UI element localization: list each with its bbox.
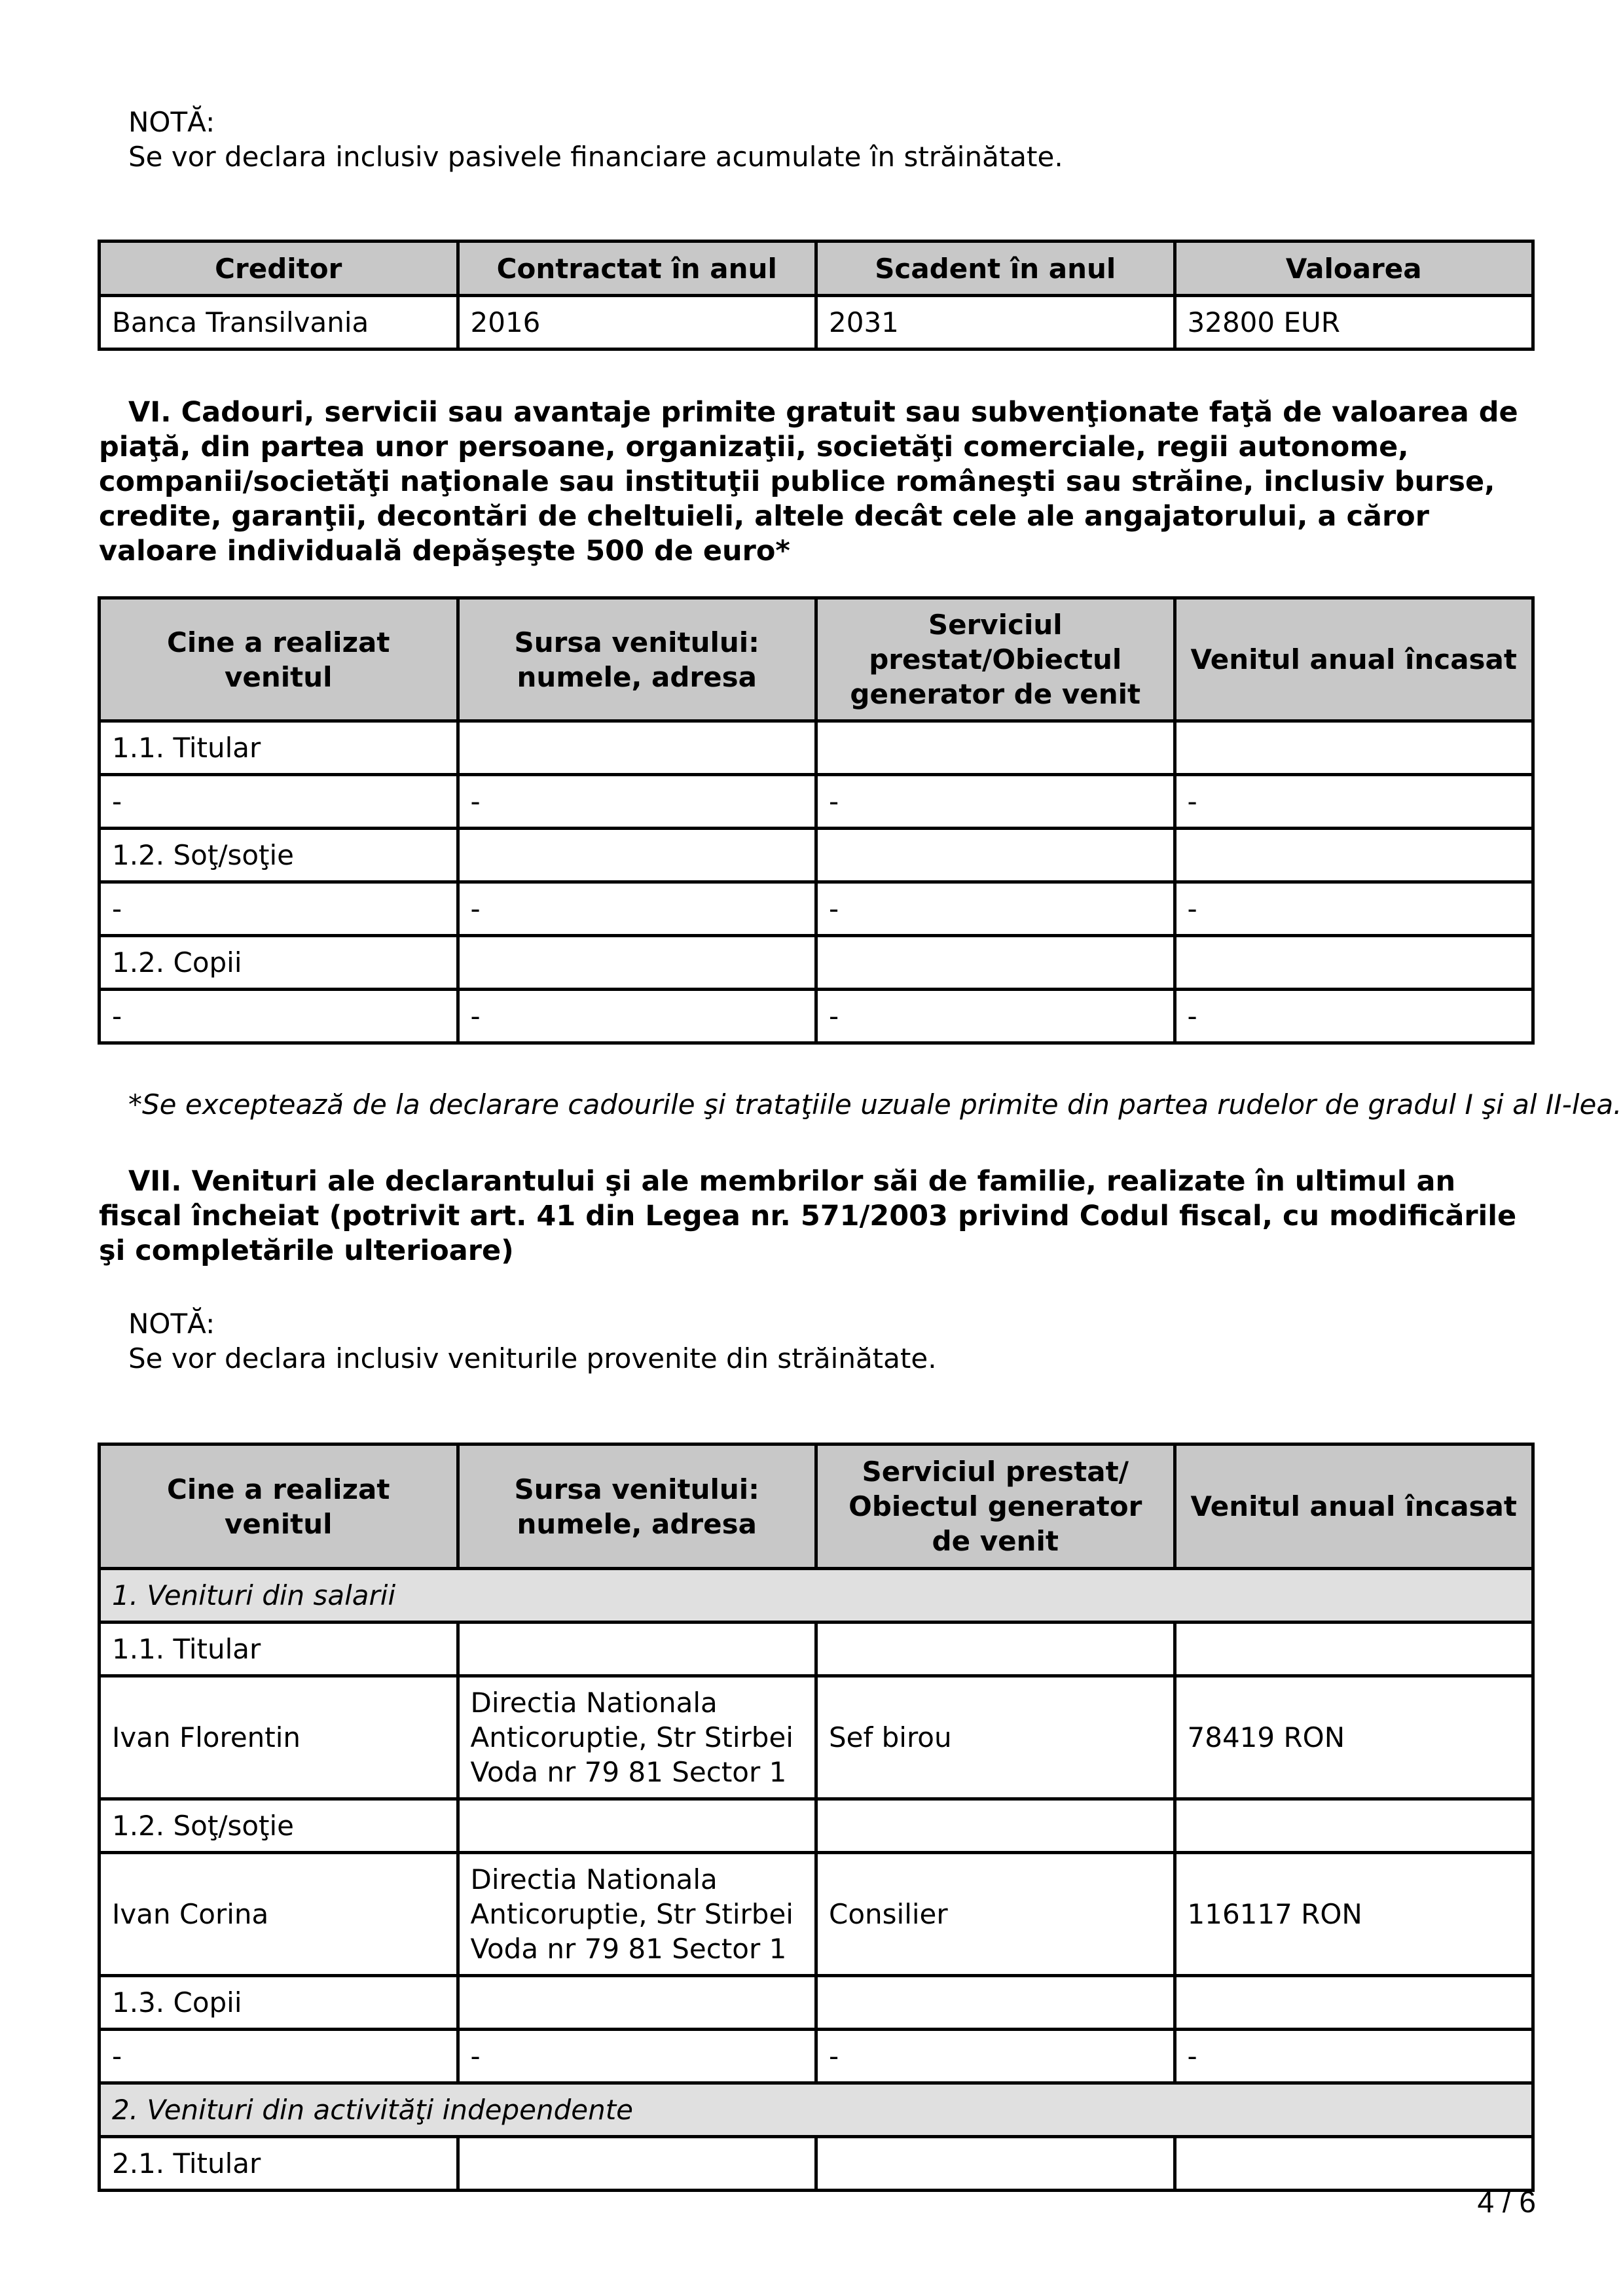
- section-7-title: VII. Venituri ale declarantului şi ale membrilor săi de familie, realizate în ultimul an fiscal încheiat (potrivit art. 41 din Legea nr. 571/2003 privind Codul fiscal, cu modificările şi completările ulterioare): [99, 1165, 1517, 1267]
- cell: 1.2. Soţ/soţie: [100, 829, 458, 882]
- cell: [816, 936, 1175, 990]
- cell: -: [458, 775, 816, 829]
- cell: -: [1175, 882, 1533, 936]
- category-row: [100, 1569, 1533, 1623]
- note-text: Se vor declara inclusiv veniturile provenite din străinătate.: [128, 1342, 937, 1374]
- category-label: 1. Venituri din salarii: [100, 1569, 1533, 1623]
- table-row: [100, 936, 1533, 990]
- col-header: Cine a realizat venitul: [100, 1444, 458, 1569]
- cell: -: [816, 2030, 1175, 2083]
- col-header: Contractat în anul: [458, 242, 816, 296]
- cell: Ivan Corina: [100, 1853, 458, 1976]
- cell: [458, 1976, 816, 2030]
- table-row: [100, 1676, 1533, 1799]
- table-header-row: [100, 242, 1533, 296]
- table-header-row: [100, 1444, 1533, 1569]
- cell: [816, 829, 1175, 882]
- table-header-row: [100, 598, 1533, 721]
- debts-table: [98, 240, 1535, 351]
- cell: [816, 2137, 1175, 2191]
- cell: -: [100, 882, 458, 936]
- cell: -: [458, 882, 816, 936]
- cell-creditor: Banca Transilvania: [100, 296, 458, 350]
- top-note: [128, 105, 1063, 174]
- cell: 1.3. Copii: [100, 1976, 458, 2030]
- col-header: Serviciul prestat/ Obiectul generator de venit: [816, 1444, 1175, 1569]
- cell: 78419 RON: [1175, 1676, 1533, 1799]
- section-7-note: [128, 1306, 937, 1376]
- income-table: [98, 1443, 1535, 2192]
- gifts-footnote: *Se exceptează de la declarare cadourile şi trataţiile uzuale primite din partea rudelor de gradul I şi al II-lea.: [128, 1088, 1622, 1121]
- cell: 1.2. Copii: [100, 936, 458, 990]
- cell: -: [458, 2030, 816, 2083]
- cell: [1175, 2137, 1533, 2191]
- table-row: [100, 990, 1533, 1043]
- cell: [1175, 829, 1533, 882]
- col-header: Sursa venitului: numele, adresa: [458, 598, 816, 721]
- page-number: 4 / 6: [1477, 2185, 1536, 2219]
- cell: Ivan Florentin: [100, 1676, 458, 1799]
- cell: [1175, 721, 1533, 775]
- cell: [458, 2137, 816, 2191]
- cell: Directia Nationala Anticoruptie, Str Stirbei Voda nr 79 81 Sector 1: [458, 1676, 816, 1799]
- table-row: [100, 829, 1533, 882]
- cell: [1175, 936, 1533, 990]
- cell: [816, 1976, 1175, 2030]
- table-row: [100, 1976, 1533, 2030]
- cell: [1175, 1799, 1533, 1853]
- note-label: NOTĂ:: [128, 106, 215, 138]
- col-header: Creditor: [100, 242, 458, 296]
- gifts-table: [98, 596, 1535, 1045]
- cell: [1175, 1623, 1533, 1676]
- col-header: Sursa venitului: numele, adresa: [458, 1444, 816, 1569]
- col-header: Serviciul prestat/Obiectul generator de venit: [816, 598, 1175, 721]
- category-row: [100, 2083, 1533, 2137]
- cell: [816, 721, 1175, 775]
- cell: [816, 1623, 1175, 1676]
- cell: Directia Nationala Anticoruptie, Str Stirbei Voda nr 79 81 Sector 1: [458, 1853, 816, 1976]
- col-header: Venitul anual încasat: [1175, 1444, 1533, 1569]
- cell: -: [1175, 990, 1533, 1043]
- table-row: [100, 1853, 1533, 1976]
- table-row: [100, 721, 1533, 775]
- col-header: Cine a realizat venitul: [100, 598, 458, 721]
- cell: 1.2. Soţ/soţie: [100, 1799, 458, 1853]
- table-row: [100, 1623, 1533, 1676]
- cell: -: [100, 2030, 458, 2083]
- cell: -: [100, 990, 458, 1043]
- table-row: [100, 2030, 1533, 2083]
- cell: 1.1. Titular: [100, 1623, 458, 1676]
- cell: -: [100, 775, 458, 829]
- cell: [458, 1799, 816, 1853]
- table-row: [100, 2137, 1533, 2191]
- cell: [1175, 1976, 1533, 2030]
- cell: -: [1175, 775, 1533, 829]
- cell: [458, 936, 816, 990]
- col-header: Venitul anual încasat: [1175, 598, 1533, 721]
- cell: -: [816, 882, 1175, 936]
- cell: [816, 1799, 1175, 1853]
- cell: 1.1. Titular: [100, 721, 458, 775]
- cell: [458, 721, 816, 775]
- table-row: [100, 296, 1533, 350]
- cell: 2.1. Titular: [100, 2137, 458, 2191]
- cell: -: [816, 775, 1175, 829]
- table-row: [100, 1799, 1533, 1853]
- note-label: NOTĂ:: [128, 1308, 215, 1340]
- table-row: [100, 882, 1533, 936]
- cell: Sef birou: [816, 1676, 1175, 1799]
- cell-contracted-year: 2016: [458, 296, 816, 350]
- col-header: Valoarea: [1175, 242, 1533, 296]
- section-6-title: VI. Cadouri, servicii sau avantaje primite gratuit sau subvenţionate faţă de valoarea de piaţă, din partea unor persoane, organizaţii, societăţi comerciale, regii autonome, companii/societăţi naţionale sau instituţii publice româneşti sau străine, inclusiv burse, credite, garanţii, decontări de cheltuieli, altele decât cele ale angajatorului, a căror valoare individuală depăşeşte 500 de euro*: [99, 396, 1518, 567]
- cell-value: 32800 EUR: [1175, 296, 1533, 350]
- cell: 116117 RON: [1175, 1853, 1533, 1976]
- cell: [458, 829, 816, 882]
- cell: [458, 1623, 816, 1676]
- note-text: Se vor declara inclusiv pasivele financiare acumulate în străinătate.: [128, 141, 1063, 173]
- col-header: Scadent în anul: [816, 242, 1175, 296]
- table-row: [100, 775, 1533, 829]
- cell: Consilier: [816, 1853, 1175, 1976]
- cell: -: [458, 990, 816, 1043]
- cell: -: [1175, 2030, 1533, 2083]
- cell: -: [816, 990, 1175, 1043]
- cell-due-year: 2031: [816, 296, 1175, 350]
- category-label: 2. Venituri din activităţi independente: [100, 2083, 1533, 2137]
